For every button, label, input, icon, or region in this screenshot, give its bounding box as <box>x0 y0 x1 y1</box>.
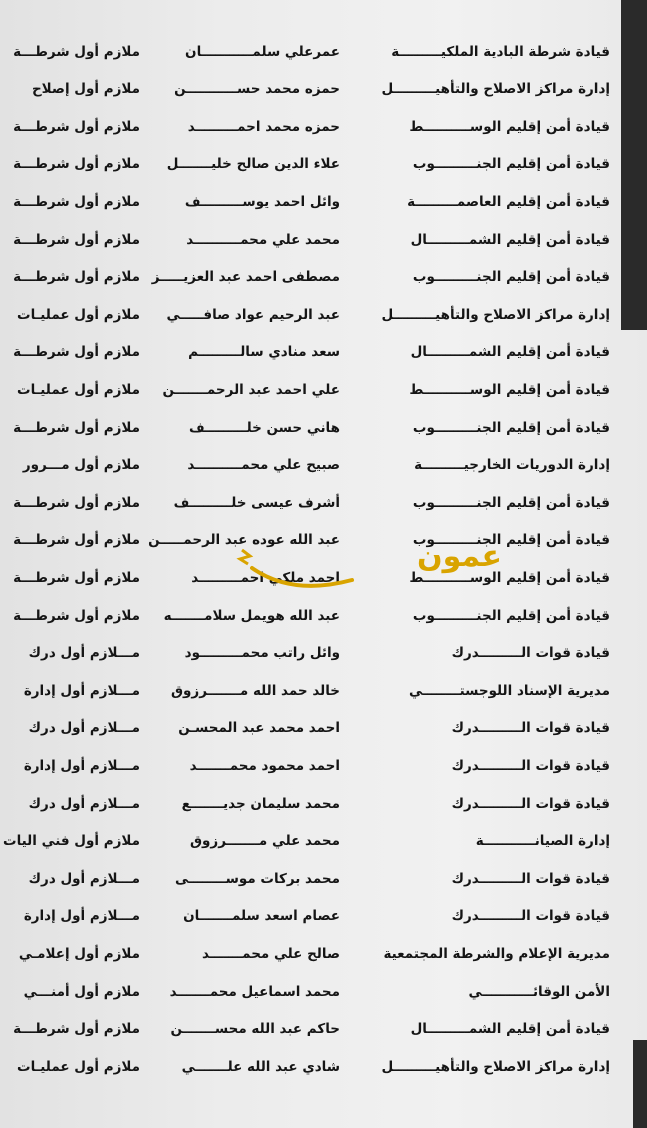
table-row <box>12 71 624 108</box>
name-cell: عبد الله عوده عبد الرحمـــــن <box>148 532 340 549</box>
name-cell: حمزه محمد حســـــــــــن <box>174 81 340 98</box>
rank-cell: ملازم أول شرطـــة <box>13 419 140 436</box>
unit-cell: قيادة قوات الـــــــــدرك <box>451 757 610 774</box>
unit-cell: إدارة الصيانـــــــــــة <box>475 833 610 850</box>
rank-cell: ملازم أول شرطـــة <box>13 344 140 361</box>
table-row <box>12 146 624 183</box>
rank-cell: ملازم أول شرطـــة <box>13 1021 140 1038</box>
name-cell: مصطفى احمد عبد العزيـــــز <box>151 269 340 286</box>
unit-cell: قيادة أمن إقليم الشمـــــــــال <box>410 1021 610 1038</box>
name-cell: أشرف عيسى خلـــــــــف <box>173 494 340 511</box>
unit-cell: قيادة أمن إقليم الجنـــــــــوب <box>412 156 610 173</box>
unit-cell: قيادة أمن إقليم الوســــــــــط <box>409 569 610 586</box>
name-cell: عمرعلي سلمـــــــــــان <box>185 43 340 60</box>
name-cell: محمد بركات موســــــــى <box>175 870 340 887</box>
table-row <box>12 898 624 935</box>
name-cell: عبد الرحيم عواد صافـــــي <box>166 306 340 323</box>
table-row <box>12 635 624 672</box>
rank-cell: ملازم أول إعلامـي <box>18 945 140 962</box>
table-row <box>12 334 624 371</box>
unit-cell: قيادة أمن إقليم الجنـــــــــوب <box>412 607 610 624</box>
table-row <box>12 259 624 296</box>
unit-cell: مديرية الإسناد اللوجستــــــــي <box>409 682 610 699</box>
rank-cell: مـــلازم أول درك <box>28 720 140 737</box>
unit-cell: قيادة أمن إقليم الوســــــــــط <box>409 118 610 135</box>
unit-cell: مديرية الإعلام والشرطة المجتمعية <box>383 945 610 962</box>
table-row <box>12 935 624 972</box>
table-row <box>12 221 624 258</box>
name-cell: صالح علي محمـــــــد <box>202 945 340 962</box>
rank-cell: ملازم أول شرطـــة <box>13 494 140 511</box>
rank-cell: مـــلازم أول إدارة <box>23 682 140 699</box>
name-cell: صبيح علي محمــــــــــد <box>187 457 340 474</box>
name-cell: عبد الله هويمل سلامـــــــه <box>163 607 340 624</box>
table-row <box>12 33 624 70</box>
table-row <box>12 710 624 747</box>
unit-cell: قيادة قوات الـــــــــدرك <box>451 870 610 887</box>
table-row <box>12 183 624 220</box>
unit-cell: قيادة أمن إقليم الشمـــــــــال <box>410 231 610 248</box>
table-row <box>12 559 624 596</box>
scan-edge-shadow <box>621 0 647 330</box>
rank-cell: ملازم أول شرطـــة <box>13 118 140 135</box>
unit-cell: قيادة قوات الـــــــــدرك <box>451 645 610 662</box>
name-cell: محمد اسماعيل محمـــــــد <box>169 983 340 1000</box>
rank-cell: ملازم أول شرطـــة <box>13 156 140 173</box>
name-cell: احمد محمود محمـــــــد <box>189 757 340 774</box>
name-cell: سعد منادي سالـــــــــم <box>188 344 340 361</box>
unit-cell: قيادة أمن إقليم الجنـــــــــوب <box>412 494 610 511</box>
rank-cell: ملازم أول أمنـــي <box>23 983 140 1000</box>
name-cell: عصام اسعد سلمـــــــان <box>183 908 340 925</box>
name-cell: احمد ملكي احمـــــــــد <box>191 569 340 586</box>
table-row <box>12 409 624 446</box>
name-cell: علاء الدين صالح خليـــــــل <box>166 156 340 173</box>
unit-cell: قيادة أمن إقليم العاصمـــــــــة <box>407 193 610 210</box>
table-row <box>12 484 624 521</box>
name-cell: شادي عبد الله علـــــــي <box>181 1058 340 1075</box>
table-row <box>12 522 624 559</box>
name-cell: هاني حسن خلـــــــــف <box>188 419 340 436</box>
rank-cell: ملازم أول عمليـات <box>17 306 140 323</box>
unit-cell: قيادة شرطة البادية الملكيـــــــــة <box>391 43 610 60</box>
unit-cell: الأمن الوقائـــــــــــي <box>468 983 610 1000</box>
scan-edge-shadow <box>633 1040 647 1128</box>
table-row <box>12 371 624 408</box>
unit-cell: قيادة أمن إقليم الجنـــــــــوب <box>412 269 610 286</box>
name-cell: احمد محمد عبد المحسـن <box>178 720 340 737</box>
name-cell: وائل راتب محمـــــــــود <box>184 645 340 662</box>
unit-cell: قيادة قوات الـــــــــدرك <box>451 720 610 737</box>
table-row <box>12 672 624 709</box>
rank-cell: ملازم أول شرطـــة <box>13 43 140 60</box>
rank-cell: مـــلازم أول إدارة <box>23 908 140 925</box>
unit-cell: قيادة أمن إقليم الجنـــــــــوب <box>412 419 610 436</box>
rank-cell: ملازم أول عمليـات <box>17 1058 140 1075</box>
rank-cell: ملازم أول شرطـــة <box>13 193 140 210</box>
table-row <box>12 785 624 822</box>
rank-cell: مـــلازم أول درك <box>28 645 140 662</box>
watermark-text: عمون <box>417 539 503 574</box>
unit-cell: إدارة الدوريات الخارجيـــــــــة <box>414 457 610 474</box>
unit-cell: قيادة أمن إقليم الجنـــــــــوب <box>412 532 610 549</box>
name-cell: حاكم عبد الله محســـــــن <box>170 1021 340 1038</box>
rank-cell: ملازم أول شرطـــة <box>13 269 140 286</box>
name-cell: خالد حمد الله مـــــــرزوق <box>170 682 340 699</box>
rank-cell: مـــلازم أول درك <box>28 870 140 887</box>
rank-cell: ملازم أول شرطـــة <box>13 569 140 586</box>
rank-cell: ملازم أول شرطـــة <box>13 607 140 624</box>
rank-cell: ملازم أول عمليـات <box>17 381 140 398</box>
rank-cell: ملازم أول مـــرور <box>22 457 140 474</box>
unit-cell: إدارة مراكز الاصلاح والتأهيـــــــــل <box>381 81 610 98</box>
unit-cell: قيادة أمن إقليم الشمـــــــــال <box>410 344 610 361</box>
rank-cell: ملازم أول شرطـــة <box>13 231 140 248</box>
table-row <box>12 597 624 634</box>
table-row <box>12 296 624 333</box>
rank-cell: ملازم أول فني اليات <box>3 833 140 850</box>
name-cell: علي احمد عبد الرحمـــــــن <box>162 381 340 398</box>
table-row <box>12 1011 624 1048</box>
table-row <box>12 747 624 784</box>
table-row <box>12 1048 624 1085</box>
table-row <box>3 823 624 860</box>
name-cell: محمد علي محمــــــــــد <box>186 231 340 248</box>
unit-cell: إدارة مراكز الاصلاح والتأهيـــــــــل <box>381 1058 610 1075</box>
name-cell: حمزه محمد احمـــــــــد <box>187 118 340 135</box>
unit-cell: قيادة قوات الـــــــــدرك <box>451 795 610 812</box>
unit-cell: قيادة قوات الـــــــــدرك <box>451 908 610 925</box>
unit-cell: إدارة مراكز الاصلاح والتأهيـــــــــل <box>381 306 610 323</box>
table-row <box>12 108 624 145</box>
name-cell: وائل احمد يوســـــــــف <box>184 193 340 210</box>
unit-cell: قيادة أمن إقليم الوســــــــــط <box>409 381 610 398</box>
table-row <box>12 973 624 1010</box>
name-cell: محمد علي مـــــــرزوق <box>189 833 340 850</box>
rank-cell: مـــلازم أول درك <box>28 795 140 812</box>
name-cell: محمد سليمان جديـــــــع <box>181 795 340 812</box>
table-row <box>12 447 624 484</box>
rank-cell: مـــلازم أول إدارة <box>23 757 140 774</box>
rank-cell: ملازم أول إصلاح <box>31 81 140 98</box>
table-row <box>12 860 624 897</box>
rank-cell: ملازم أول شرطـــة <box>13 532 140 549</box>
